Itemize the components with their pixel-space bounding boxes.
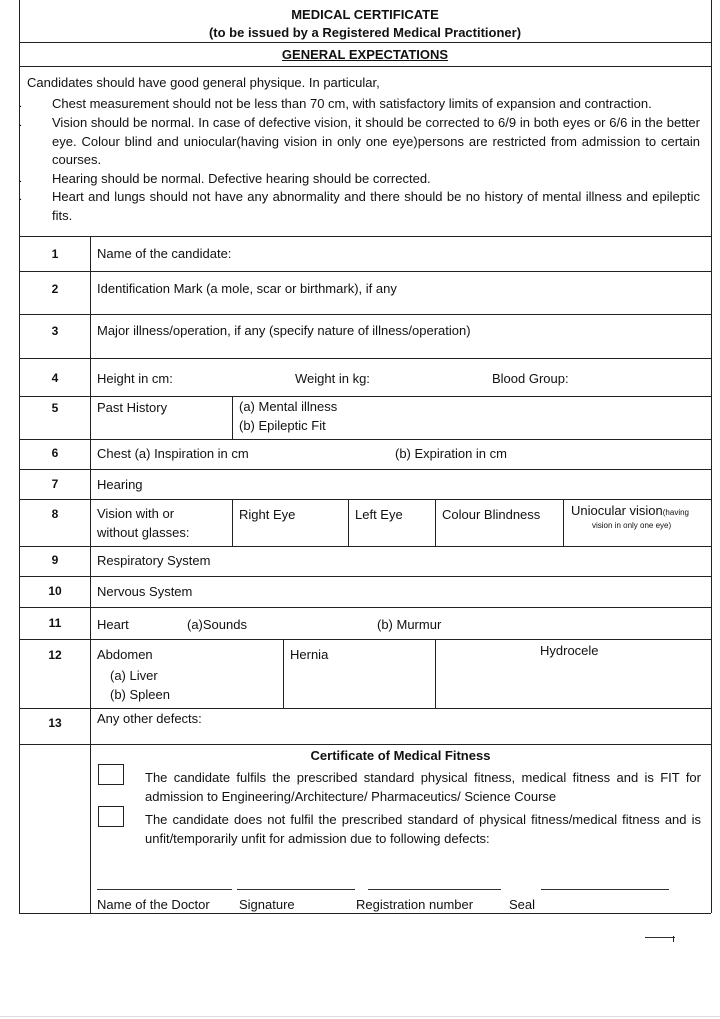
row-number: 3 bbox=[51, 324, 59, 338]
blood-group-label: Blood Group: bbox=[492, 371, 569, 386]
signature-line bbox=[237, 889, 355, 890]
uniocular-note-end: vision in only one eye) bbox=[592, 521, 672, 530]
row-line bbox=[19, 639, 711, 640]
row-number: 2 bbox=[51, 282, 59, 296]
row-line bbox=[19, 439, 711, 440]
row-line bbox=[19, 607, 711, 608]
intro-bullet-hearing: Hearing should be normal. Defective hearing should be corrected. bbox=[52, 171, 431, 186]
row-line bbox=[19, 396, 711, 397]
doctor-name-line bbox=[97, 889, 232, 890]
uniocular-vision-label bbox=[571, 502, 689, 520]
row-number: 1 bbox=[51, 247, 59, 261]
bullet-mark: . bbox=[19, 98, 23, 110]
right-eye-label: Right Eye bbox=[239, 507, 296, 522]
height-label: Height in cm: bbox=[97, 371, 173, 386]
colour-blindness-label: Colour Blindness bbox=[442, 507, 541, 522]
major-illness-label: Major illness/operation, if any (specify nature of illness/operation) bbox=[97, 323, 471, 338]
doctor-name-label: Name of the Doctor bbox=[97, 897, 210, 912]
row-line bbox=[19, 314, 711, 315]
section-heading: GENERAL EXPECTATIONS bbox=[281, 47, 449, 62]
other-defects-label: Any other defects: bbox=[97, 711, 202, 726]
candidate-name-label: Name of the candidate: bbox=[97, 246, 232, 261]
heart-sounds-label: (a)Sounds bbox=[187, 617, 247, 632]
abdomen-label: Abdomen bbox=[97, 647, 153, 662]
row-line bbox=[19, 546, 711, 547]
chest-expiration-label: (b) Expiration in cm bbox=[395, 446, 507, 461]
row-line bbox=[19, 271, 711, 272]
row-number: 13 bbox=[48, 716, 62, 730]
identification-mark-label: Identification Mark (a mole, scar or birthmark), if any bbox=[97, 281, 397, 296]
liver-label: (a) Liver bbox=[110, 668, 158, 683]
cell-divider bbox=[283, 639, 284, 708]
unfit-checkbox[interactable] bbox=[98, 806, 124, 827]
registration-line bbox=[368, 889, 501, 890]
row-number: 10 bbox=[48, 584, 62, 598]
unfit-statement: The candidate does not fulfil the prescribed standard of physical fitness/medical fitness and is unfit/temporarily unfit for admission due to following defects: bbox=[145, 812, 701, 846]
intro-bullet-heart: Heart and lungs should not have any abnormality and there should be no history of mental illness and epileptic fits. bbox=[52, 189, 700, 223]
table-top bbox=[19, 236, 711, 237]
row-line bbox=[19, 499, 711, 500]
cell-divider bbox=[435, 639, 436, 708]
signature-label: Signature bbox=[239, 897, 295, 912]
cell-divider bbox=[348, 499, 349, 546]
row-line bbox=[19, 576, 711, 577]
seal-label: Seal bbox=[509, 897, 536, 912]
spleen-label: (b) Spleen bbox=[110, 687, 170, 702]
bullet-mark: . bbox=[19, 173, 23, 185]
hydrocele-label: Hydrocele bbox=[540, 643, 599, 658]
number-column-divider bbox=[90, 236, 91, 913]
row-number: 7 bbox=[51, 477, 59, 491]
uniocular-note-start: (having bbox=[662, 508, 690, 517]
row-line bbox=[19, 744, 711, 745]
row-line bbox=[19, 469, 711, 470]
seal-line bbox=[541, 889, 669, 890]
vision-label-line2: without glasses: bbox=[97, 525, 190, 540]
respiratory-system-label: Respiratory System bbox=[97, 553, 211, 568]
row-line bbox=[19, 358, 711, 359]
intro-bullet-vision: Vision should be normal. In case of defective vision, it should be corrected to 6/9 in both eyes or 6/6 in the better eye. Colour blind and uniocular(having vision in only one eye)persons are restricted from admission to certain courses. bbox=[52, 115, 700, 167]
page-mark-tick bbox=[673, 936, 674, 942]
heart-label: Heart bbox=[97, 617, 129, 632]
intro-lead: Candidates should have good general physique. In particular, bbox=[27, 75, 380, 90]
epileptic-fit-label: (b) Epileptic Fit bbox=[239, 418, 326, 433]
nervous-system-label: Nervous System bbox=[97, 584, 193, 599]
cell-divider bbox=[563, 499, 564, 546]
heart-murmur-label: (b) Murmur bbox=[377, 617, 442, 632]
row-number: 6 bbox=[51, 446, 59, 460]
bullet-mark: . bbox=[19, 117, 23, 129]
vision-label-line1: Vision with or bbox=[97, 506, 175, 521]
intro-bullet-chest: Chest measurement should not be less than 70 cm, with satisfactory limits of expansion and contraction. bbox=[52, 96, 652, 111]
row-line bbox=[19, 708, 711, 709]
row-number: 4 bbox=[51, 371, 59, 385]
cell-divider bbox=[435, 499, 436, 546]
header-divider bbox=[19, 42, 711, 43]
hernia-label: Hernia bbox=[290, 647, 329, 662]
uniocular-vision-text: Uniocular vision bbox=[571, 503, 663, 518]
hearing-label: Hearing bbox=[97, 477, 143, 492]
row-number: 5 bbox=[51, 401, 59, 415]
bullet-mark: . bbox=[19, 191, 23, 203]
chest-inspiration-label: Chest (a) Inspiration in cm bbox=[97, 446, 249, 461]
row-number: 9 bbox=[51, 553, 59, 567]
fit-checkbox[interactable] bbox=[98, 764, 124, 785]
row-number: 12 bbox=[48, 648, 62, 662]
left-eye-label: Left Eye bbox=[355, 507, 403, 522]
fitness-title: Certificate of Medical Fitness bbox=[310, 748, 491, 763]
page-mark bbox=[645, 937, 675, 938]
cell-divider bbox=[232, 396, 233, 439]
fit-statement: The candidate fulfils the prescribed standard physical fitness, medical fitness and is FIT for admission to Engineering/Architecture/ Pharmaceutics/ Science Course bbox=[145, 770, 701, 804]
cell-divider bbox=[232, 499, 233, 546]
frame-right bbox=[711, 0, 712, 913]
row-number: 8 bbox=[51, 507, 59, 521]
weight-label: Weight in kg: bbox=[295, 371, 370, 386]
section-divider bbox=[19, 66, 711, 67]
past-history-label: Past History bbox=[97, 400, 168, 415]
certificate-subtitle: (to be issued by a Registered Medical Practitioner) bbox=[208, 25, 522, 40]
certificate-title: MEDICAL CERTIFICATE bbox=[291, 7, 439, 22]
mental-illness-label: (a) Mental illness bbox=[239, 399, 338, 414]
registration-number-label: Registration number bbox=[356, 897, 474, 912]
page-edge bbox=[0, 1016, 720, 1017]
row-number: 11 bbox=[48, 616, 62, 630]
